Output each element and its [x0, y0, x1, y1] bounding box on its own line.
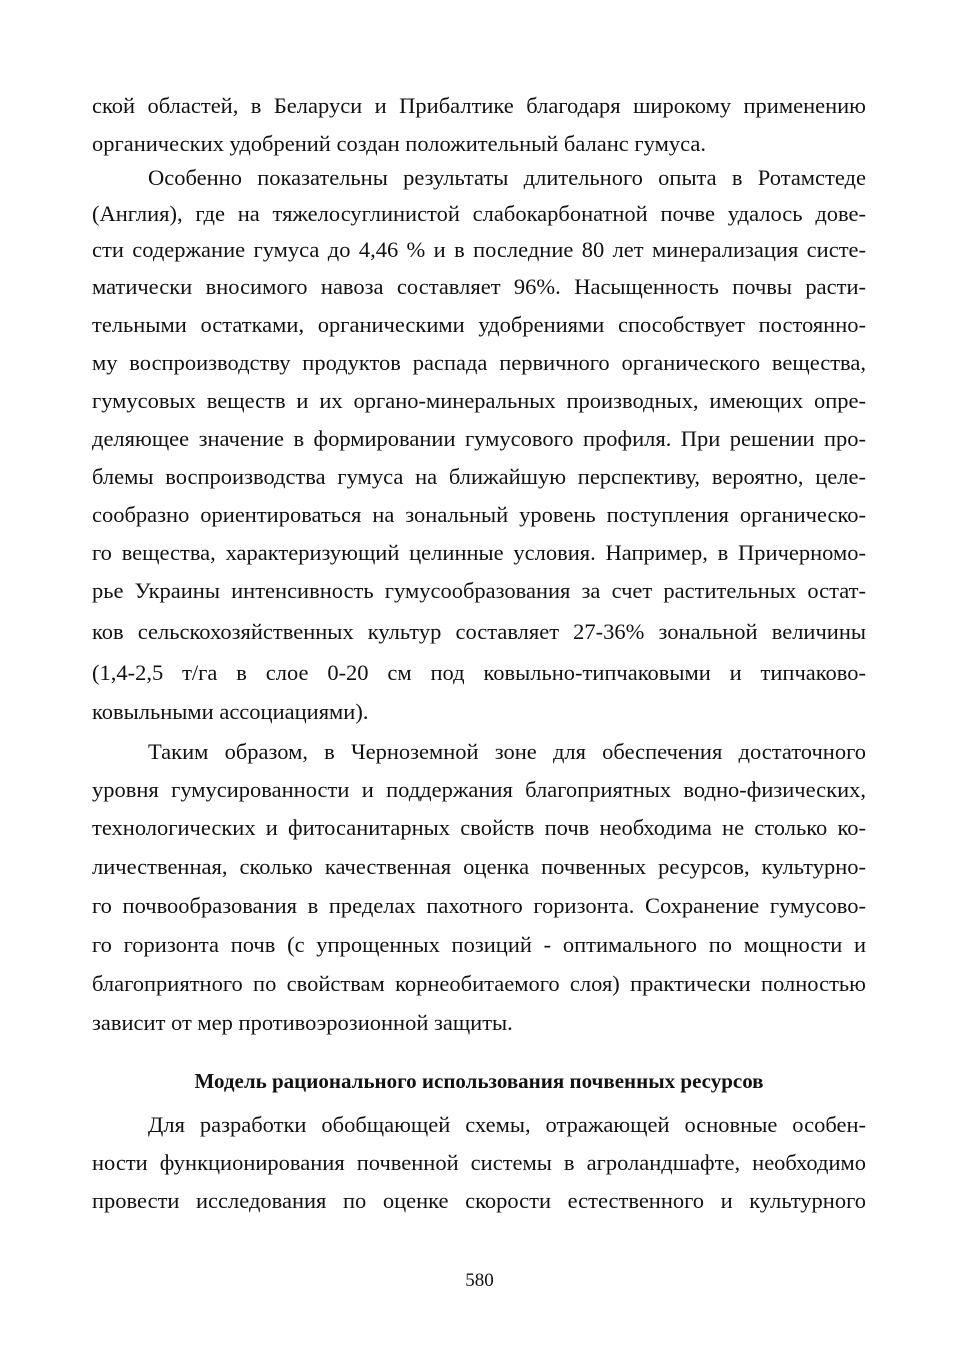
text-line: матически вносимого навоза составляет 96%. Насыщенность почвы расти-	[92, 274, 866, 299]
text-line: гумусовых веществ и их органо-минеральных производных, имеющих опре-	[92, 388, 866, 413]
section-heading: Модель рационального использования почвенных ресурсов	[194, 1069, 764, 1093]
text-line: го горизонта почв (с упрощенных позиций - оптимального по мощности и	[92, 932, 866, 957]
text-line: го вещества, характеризующий целинные условия. Например, в Причерномо-	[92, 540, 866, 565]
text-line: Особенно показательны результаты длительного опыта в Ротамстеде	[148, 165, 866, 190]
text-line: ковыльными ассоциациями).	[92, 699, 369, 724]
text-line: Таким образом, в Черноземной зоне для обеспечения достаточного	[148, 739, 866, 764]
text-line: личественная, сколько качественная оценка почвенных ресурсов, культурно-	[92, 854, 866, 879]
text-line: органических удобрений создан положительный баланс гумуса.	[92, 131, 706, 156]
text-line: деляющее значение в формировании гумусового профиля. При решении про-	[92, 426, 866, 451]
text-line: технологических и фитосанитарных свойств почв необходима не столько ко-	[92, 815, 866, 840]
text-line: го почвообразования в пределах пахотного горизонта. Сохранение гумусово-	[92, 893, 866, 918]
text-line: провести исследования по оценке скорости естественного и культурного	[92, 1188, 866, 1213]
text-line: уровня гумусированности и поддержания благоприятных водно-физических,	[92, 777, 866, 802]
text-line: (1,4-2,5 т/га в слое 0-20 см под ковыльно-типчаковыми и типчаково-	[92, 660, 866, 685]
page-number: 580	[465, 1270, 494, 1291]
text-line: сти содержание гумуса до 4,46 % и в последние 80 лет минерализация систе-	[92, 237, 866, 262]
text-line: ности функционирования почвенной системы в агроландшафте, необходимо	[92, 1150, 866, 1175]
text-line: блемы воспроизводства гумуса на ближайшую перспективу, вероятно, целе-	[92, 464, 866, 489]
text-line: благоприятного по свойствам корнеобитаемого слоя) практически полностью	[92, 971, 866, 996]
text-line: ков сельскохозяйственных культур составляет 27-36% зональной величины	[92, 619, 866, 644]
text-line: тельными остатками, органическими удобрениями способствует постоянно-	[92, 312, 866, 337]
text-line: му воспроизводству продуктов распада первичного органического вещества,	[92, 350, 866, 375]
text-line: ской областей, в Беларуси и Прибалтике благодаря широкому применению	[92, 93, 866, 118]
text-line: Для разработки обобщающей схемы, отражающей основные особен-	[148, 1112, 866, 1137]
text-line: сообразно ориентироваться на зональный уровень поступления органическо-	[92, 502, 866, 527]
text-line: рье Украины интенсивность гумусообразования за счет растительных остат-	[92, 578, 866, 603]
text-line: (Англия), где на тяжелосуглинистой слабокарбонатной почве удалось дове-	[92, 201, 866, 226]
text-line: зависит от мер противоэрозионной защиты.	[92, 1010, 513, 1035]
